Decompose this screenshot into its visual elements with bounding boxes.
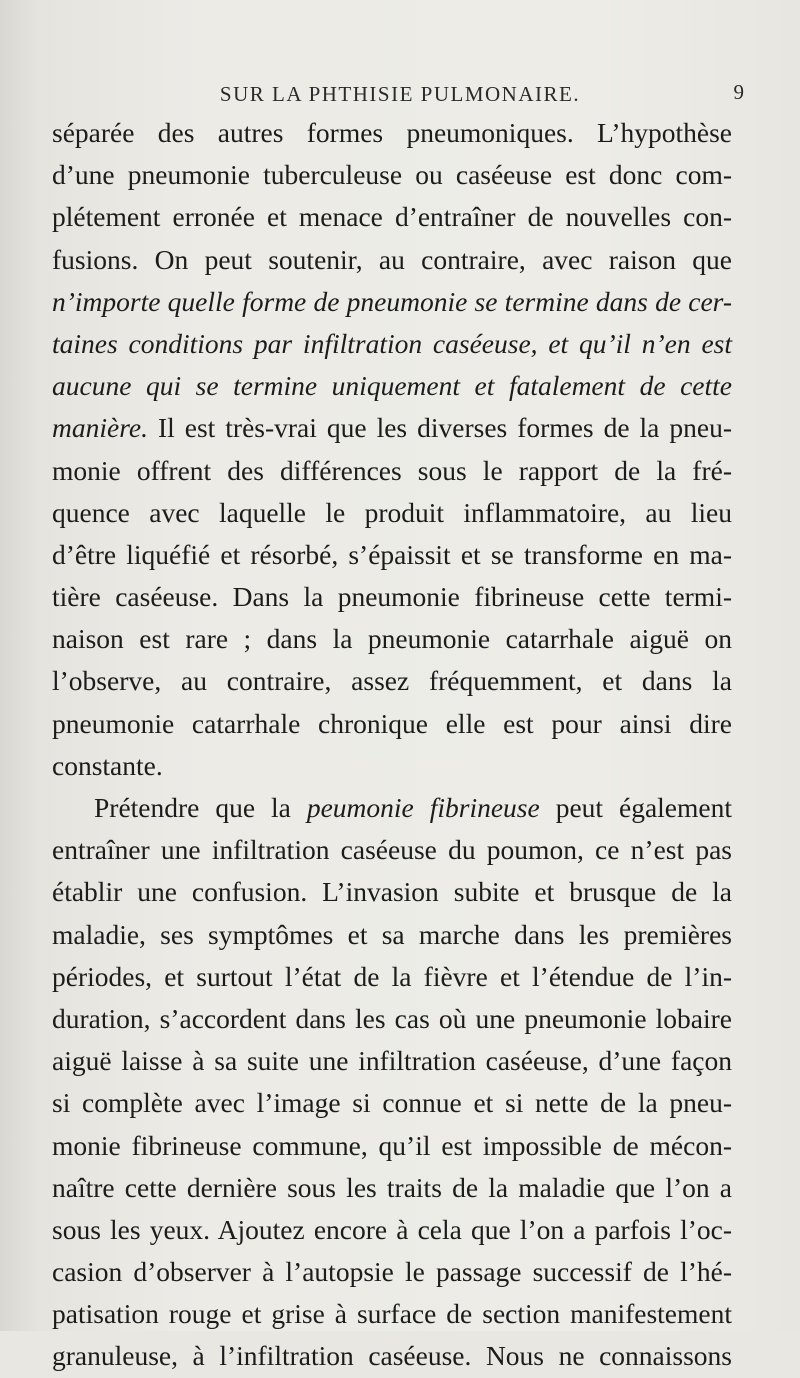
text-line: naître cette dernière sous les traits de la maladie que l’on a [52, 1171, 732, 1203]
text-line: fusions. On peut soutenir, au contraire, avec raison que [52, 243, 732, 275]
italic-phrase: manière. [52, 412, 148, 444]
text-line: plétement erronée et menace d’entraîner de nouvelles con- [52, 201, 732, 233]
text-line: monie fibrineuse commune, qu’il est impossible de mécon- [52, 1129, 732, 1161]
text-line: granuleuse, à l’infiltration caséeuse. Nous ne connaissons [52, 1340, 732, 1372]
text-line: manière. Il est très-vrai que les diverses formes de la pneu- [52, 412, 732, 444]
text-line: naison est rare ; dans la pneumonie catarrhale aiguë on [52, 623, 732, 655]
text-line: établir une confusion. L’invasion subite et brusque de la [52, 876, 732, 908]
text-line-paragraph-end: constante. [52, 749, 163, 781]
text-line: d’être liquéfié et résorbé, s’épaissit et se transforme en ma- [52, 538, 732, 570]
text-line: patisation rouge et grise à surface de section manifestement [52, 1298, 732, 1330]
running-head: SUR LA PHTHISIE PULMONAIRE. [219, 82, 581, 106]
text-line: si complète avec l’image si connue et si nette de la pneu- [52, 1087, 732, 1119]
text-line: sous les yeux. Ajoutez encore à cela que l’on a parfois l’oc- [52, 1213, 732, 1245]
text-line-italic: taines conditions par infiltration caséeuse, et qu’il n’en est [52, 327, 732, 359]
text-line: monie offrent des différences sous le rapport de la fré- [52, 454, 732, 486]
text-line: maladie, ses symptômes et sa marche dans les premières [52, 918, 732, 950]
text-line: d’une pneumonie tuberculeuse ou caséeuse est donc com- [52, 159, 732, 191]
text-line-italic: aucune qui se termine uniquement et fatalement de cette [52, 370, 732, 402]
text-line: quence avec laquelle le produit inflammatoire, au lieu [52, 496, 732, 528]
text-line: duration, s’accordent dans les cas où une pneumonie lobaire [52, 1002, 732, 1034]
text-line: l’observe, au contraire, assez fréquemment, et dans la [52, 665, 732, 697]
page-number: 9 [733, 80, 744, 104]
body-text [52, 112, 732, 1378]
text-line: entraîner une infiltration caséeuse du poumon, ce n’est pas [52, 834, 732, 866]
text-line: aiguë laisse à sa suite une infiltration caséeuse, d’une façon [52, 1045, 732, 1077]
text-line: casion d’observer à l’autopsie le passage successif de l’hé- [52, 1256, 732, 1288]
text-line-paragraph-start: Prétendre que la peumonie fibrineuse peut également [94, 792, 733, 823]
italic-phrase: peumonie fibrineuse [306, 792, 540, 823]
text-line: tière caséeuse. Dans la pneumonie fibrineuse cette termi- [52, 581, 732, 613]
text-line: périodes, et surtout l’état de la fièvre et l’étendue de l’in- [52, 960, 732, 992]
text-line-italic: n’importe quelle forme de pneumonie se termine dans de cer- [52, 285, 732, 317]
text-line: séparée des autres formes pneumoniques. L’hypothèse [52, 117, 732, 148]
text-line: pneumonie catarrhale chronique elle est pour ainsi dire [52, 707, 732, 739]
page-header [40, 78, 760, 108]
